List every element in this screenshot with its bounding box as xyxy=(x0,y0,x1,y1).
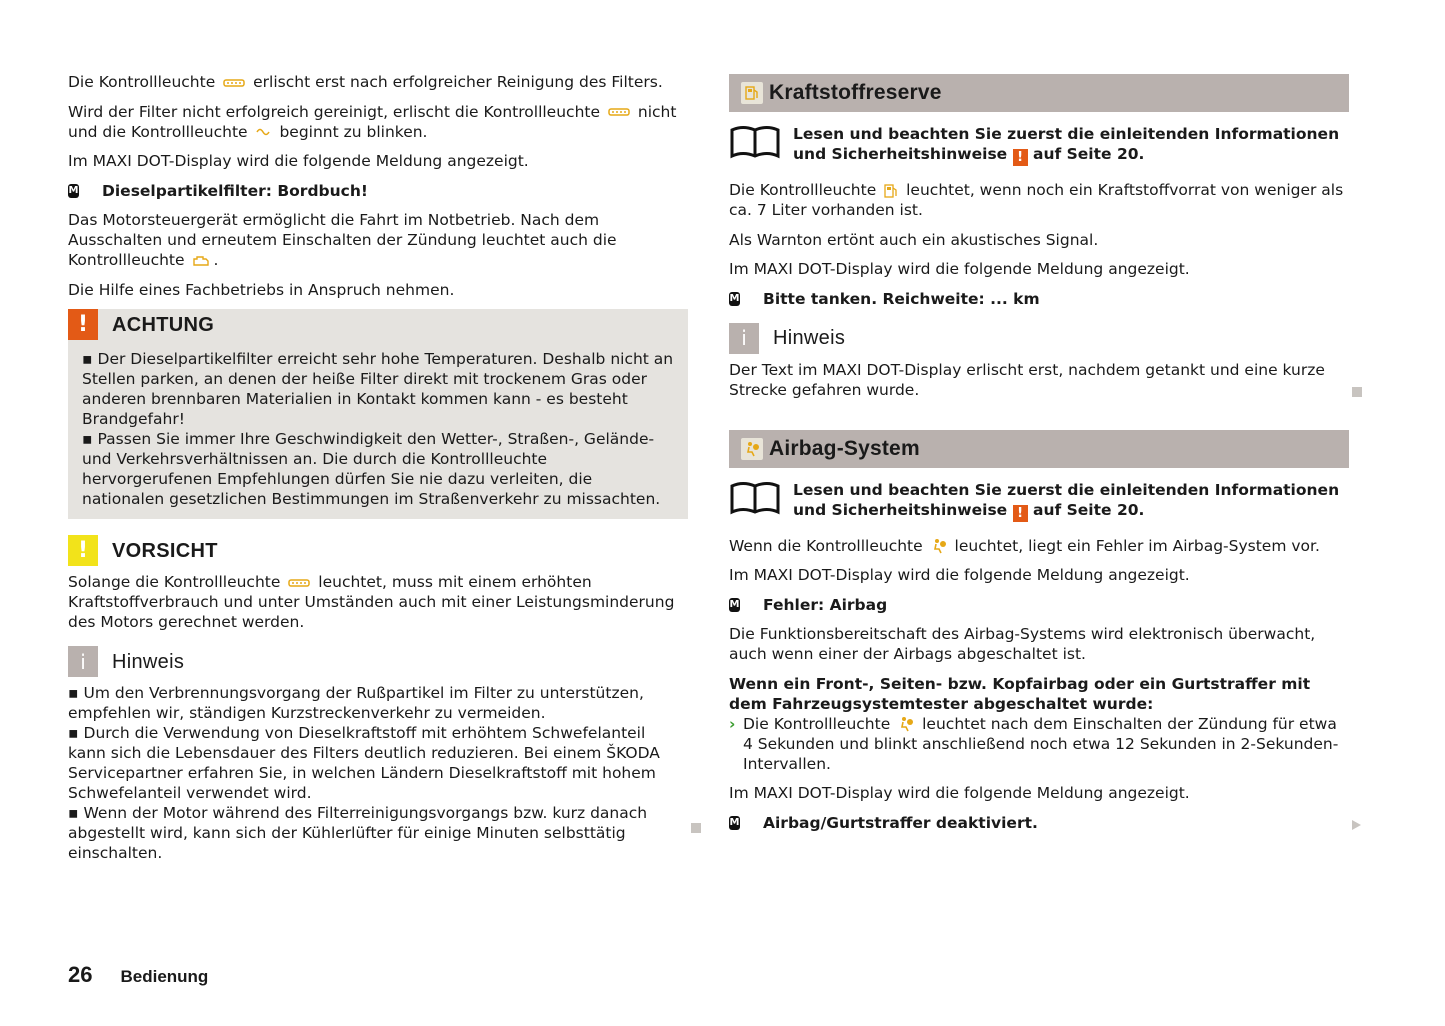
display-message: M Fehler: Airbag xyxy=(729,595,888,614)
page-footer xyxy=(68,962,208,988)
maxi-dot-icon: M xyxy=(729,292,740,304)
bold-paragraph: Wenn ein Front-, Seiten- bzw. Kopfairbag oder ein Gurtstraffer mit dem Fahrzeugsystemtester abgeschaltet wurde: xyxy=(729,674,1311,713)
section-title: Airbag-System xyxy=(769,436,920,460)
page-link[interactable]: auf Seite 20. xyxy=(1033,500,1145,519)
achtung-title: ACHTUNG xyxy=(112,313,215,336)
paragraph: Im MAXI DOT-Display wird die folgende Meldung angezeigt. xyxy=(729,566,1190,584)
paragraph: Im MAXI DOT-Display wird die folgende Meldung angezeigt. xyxy=(729,260,1190,278)
list-item: ▪ Der Dieselpartikelfilter erreicht sehr hohe Temperaturen. Deshalb nicht an Stellen parken, an denen der heiße Filter direkt mit trockenem Gras oder anderen brennbaren Materialien in Kontakt kommen kann - es besteht Brandgefahr! xyxy=(82,349,674,429)
list-item: ▪ Wenn der Motor während des Filterreinigungsvorgangs bzw. kurz danach abgestellt wird, kann sich der Kühlerlüfter für einige Minuten selbsttätig einschalten. xyxy=(68,803,688,863)
dpf-lamp-icon xyxy=(223,78,245,88)
display-message: M Bitte tanken. Reichweite: ... km xyxy=(729,289,1040,308)
vorsicht-box xyxy=(68,535,688,632)
warning-exclamation-icon: ! xyxy=(68,309,98,340)
dpf-lamp-icon xyxy=(608,107,630,117)
airbag-lamp-icon xyxy=(931,538,947,554)
hinweis-title: Hinweis xyxy=(112,650,185,673)
glow-plug-icon xyxy=(256,127,272,137)
warning-exclamation-icon: ! xyxy=(1013,505,1028,522)
book-icon xyxy=(729,124,781,160)
hinweis-header xyxy=(729,323,1349,354)
left-column xyxy=(68,72,688,863)
paragraph: Die Kontrollleuchte erlischt erst nach erfolgreicher Reinigung des Filters. xyxy=(68,73,663,91)
section-title: Kraftstoffreserve xyxy=(769,81,942,104)
section-label: Bedienung xyxy=(120,967,209,986)
paragraph: Solange die Kontrollleuchte leuchtet, muss mit einem erhöhten Kraftstoffverbrauch und unter Umständen auch mit einer Leistungsminderung des Motors gerechnet werden. xyxy=(68,573,675,631)
maxi-dot-icon: M xyxy=(729,816,740,828)
paragraph: Die Kontrollleuchte leuchtet, wenn noch ein Kraftstoffvorrat von weniger als ca. 7 Liter vorhanden ist. xyxy=(729,181,1344,219)
paragraph: Im MAXI DOT-Display wird die folgende Meldung angezeigt. xyxy=(729,784,1190,802)
book-icon xyxy=(729,480,781,516)
vorsicht-title: VORSICHT xyxy=(112,539,218,562)
display-message: M Dieselpartikelfilter: Bordbuch! xyxy=(68,181,368,200)
read-first-note: Lesen und beachten Sie zuerst die einleitenden Informationen und Sicherheitshinweise ! auf Seite 20. xyxy=(729,124,1349,166)
step-arrow-icon: › xyxy=(729,714,736,733)
hinweis-title: Hinweis xyxy=(773,327,846,349)
paragraph: Wird der Filter nicht erfolgreich gereinigt, erlischt die Kontrollleuchte nicht und die Kontrollleuchte beginnt zu blinken. xyxy=(68,102,677,141)
display-message: M Airbag/Gurtstraffer deaktiviert. xyxy=(729,813,1038,832)
section-end-mark xyxy=(691,823,701,833)
engine-lamp-icon xyxy=(192,255,210,267)
list-item: ▪ Durch die Verwendung von Dieselkraftstoff mit erhöhtem Schwefelanteil kann sich die Lebensdauer des Filters deutlich reduzieren. Bei einem ŠKODA Servicepartner erfahren Sie, in welchen Ländern Dieselkraftstoff mit hohem Schwefelanteil verwendet wird. xyxy=(68,723,688,803)
right-column xyxy=(729,74,1349,842)
list-item: ▪ Passen Sie immer Ihre Geschwindigkeit den Wetter-, Straßen-, Gelände- und Verkehrsverhältnissen an. Die durch die Kontrollleuchte hervorgerufenen Empfehlungen dürfen Sie nie dazu verleiten, die nationalen gesetzlichen Bestimmungen im Straßenverkehr zu missachten. xyxy=(82,429,674,509)
read-first-note: Lesen und beachten Sie zuerst die einleitenden Informationen und Sicherheitshinweise ! auf Seite 20. xyxy=(729,480,1349,522)
warning-exclamation-icon: ! xyxy=(1013,149,1028,166)
fuel-pump-icon xyxy=(741,82,763,104)
section-end-mark xyxy=(1352,387,1362,397)
paragraph: Der Text im MAXI DOT-Display erlischt erst, nachdem getankt und eine kurze Strecke gefahren wurde. xyxy=(729,360,1325,399)
maxi-dot-icon: M xyxy=(729,598,740,610)
section-header-fuel xyxy=(729,74,1349,112)
paragraph: Das Motorsteuergerät ermöglicht die Fahrt im Notbetrieb. Nach dem Ausschalten und erneutem Einschalten der Zündung leuchtet auch die Kontrollleuchte . xyxy=(68,211,617,269)
paragraph: Im MAXI DOT-Display wird die folgende Meldung angezeigt. xyxy=(68,152,529,170)
maxi-dot-icon: M xyxy=(68,184,79,196)
airbag-icon xyxy=(741,438,763,460)
info-icon: i xyxy=(729,323,759,354)
step-item: › Die Kontrollleuchte leuchtet nach dem Einschalten der Zündung für etwa 4 Sekunden und blinkt anschließend noch etwa 12 Sekunden in 2-Sekunden-Intervallen. xyxy=(729,714,1339,773)
continue-arrow-icon xyxy=(1352,820,1361,830)
list-item: ▪ Um den Verbrennungsvorgang der Rußpartikel im Filter zu unterstützen, empfehlen wir, ständigen Kurzstreckenverkehr zu vermeiden. xyxy=(68,683,688,723)
paragraph: Wenn die Kontrollleuchte leuchtet, liegt ein Fehler im Airbag-System vor. xyxy=(729,536,1320,555)
caution-exclamation-icon: ! xyxy=(68,535,98,566)
paragraph: Die Funktionsbereitschaft des Airbag-Systems wird elektronisch überwacht, auch wenn einer der Airbags abgeschaltet ist. xyxy=(729,625,1316,663)
hinweis-box xyxy=(68,646,688,863)
airbag-lamp-icon xyxy=(898,716,914,732)
paragraph: Die Hilfe eines Fachbetriebs in Anspruch nehmen. xyxy=(68,280,455,299)
paragraph: Als Warnton ertönt auch ein akustisches Signal. xyxy=(729,230,1099,249)
section-header-airbag xyxy=(729,430,1349,468)
info-icon: i xyxy=(68,646,98,677)
dpf-lamp-icon xyxy=(288,578,310,588)
fuel-lamp-icon xyxy=(884,183,898,199)
page-number: 26 xyxy=(68,962,93,987)
achtung-box xyxy=(68,309,688,519)
page-link[interactable]: auf Seite 20. xyxy=(1033,145,1145,163)
